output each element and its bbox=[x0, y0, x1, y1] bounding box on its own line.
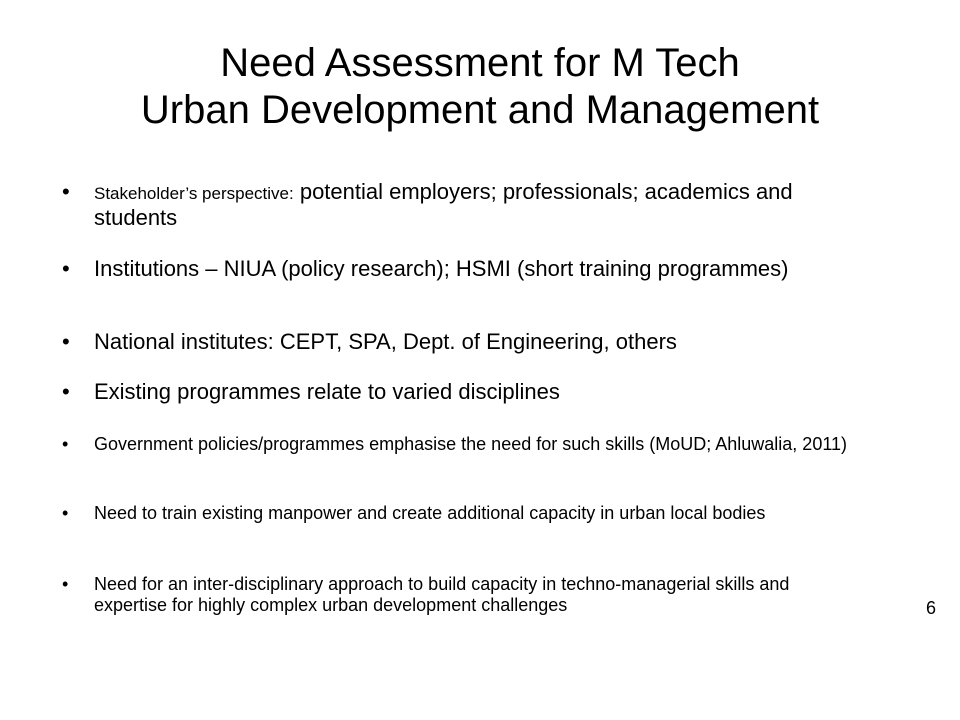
bullet-text: Government policies/programmes emphasise the need for such skills (MoUD; Ahluwalia, 2011) bbox=[94, 434, 848, 454]
bullet-body-text: potential employers; professionals; academics and students bbox=[94, 179, 793, 230]
bullet-text: National institutes: CEPT, SPA, Dept. of Engineering, others bbox=[94, 329, 677, 354]
bullet-marker: • bbox=[62, 329, 70, 354]
bullet-text: Existing programmes relate to varied disciplines bbox=[94, 379, 560, 404]
bullet-marker: • bbox=[62, 503, 69, 523]
bullet-marker: • bbox=[62, 256, 70, 281]
bullet-text: Institutions – NIUA (policy research); HSMI (short training programmes) bbox=[94, 256, 789, 281]
bullet-text: Need to train existing manpower and create additional capacity in urban local bodies bbox=[94, 503, 766, 523]
bullet-marker: • bbox=[62, 434, 69, 454]
bullet-lead-text: Stakeholder’s perspective: bbox=[94, 184, 294, 203]
bullet-text bbox=[94, 180, 864, 230]
slide-title-line-1: Need Assessment for M Tech bbox=[220, 41, 740, 85]
slide-title-line-2: Urban Development and Management bbox=[140, 88, 820, 132]
bullet-marker: • bbox=[62, 179, 70, 204]
bullet-text: Need for an inter-disciplinary approach to build capacity in techno-managerial skills and expertise for highly complex urban development challenges bbox=[94, 574, 790, 615]
slide-title bbox=[40, 40, 920, 134]
page-number: 6 bbox=[926, 598, 937, 618]
bullet-marker: • bbox=[62, 574, 69, 594]
bullet-marker: • bbox=[62, 379, 70, 404]
